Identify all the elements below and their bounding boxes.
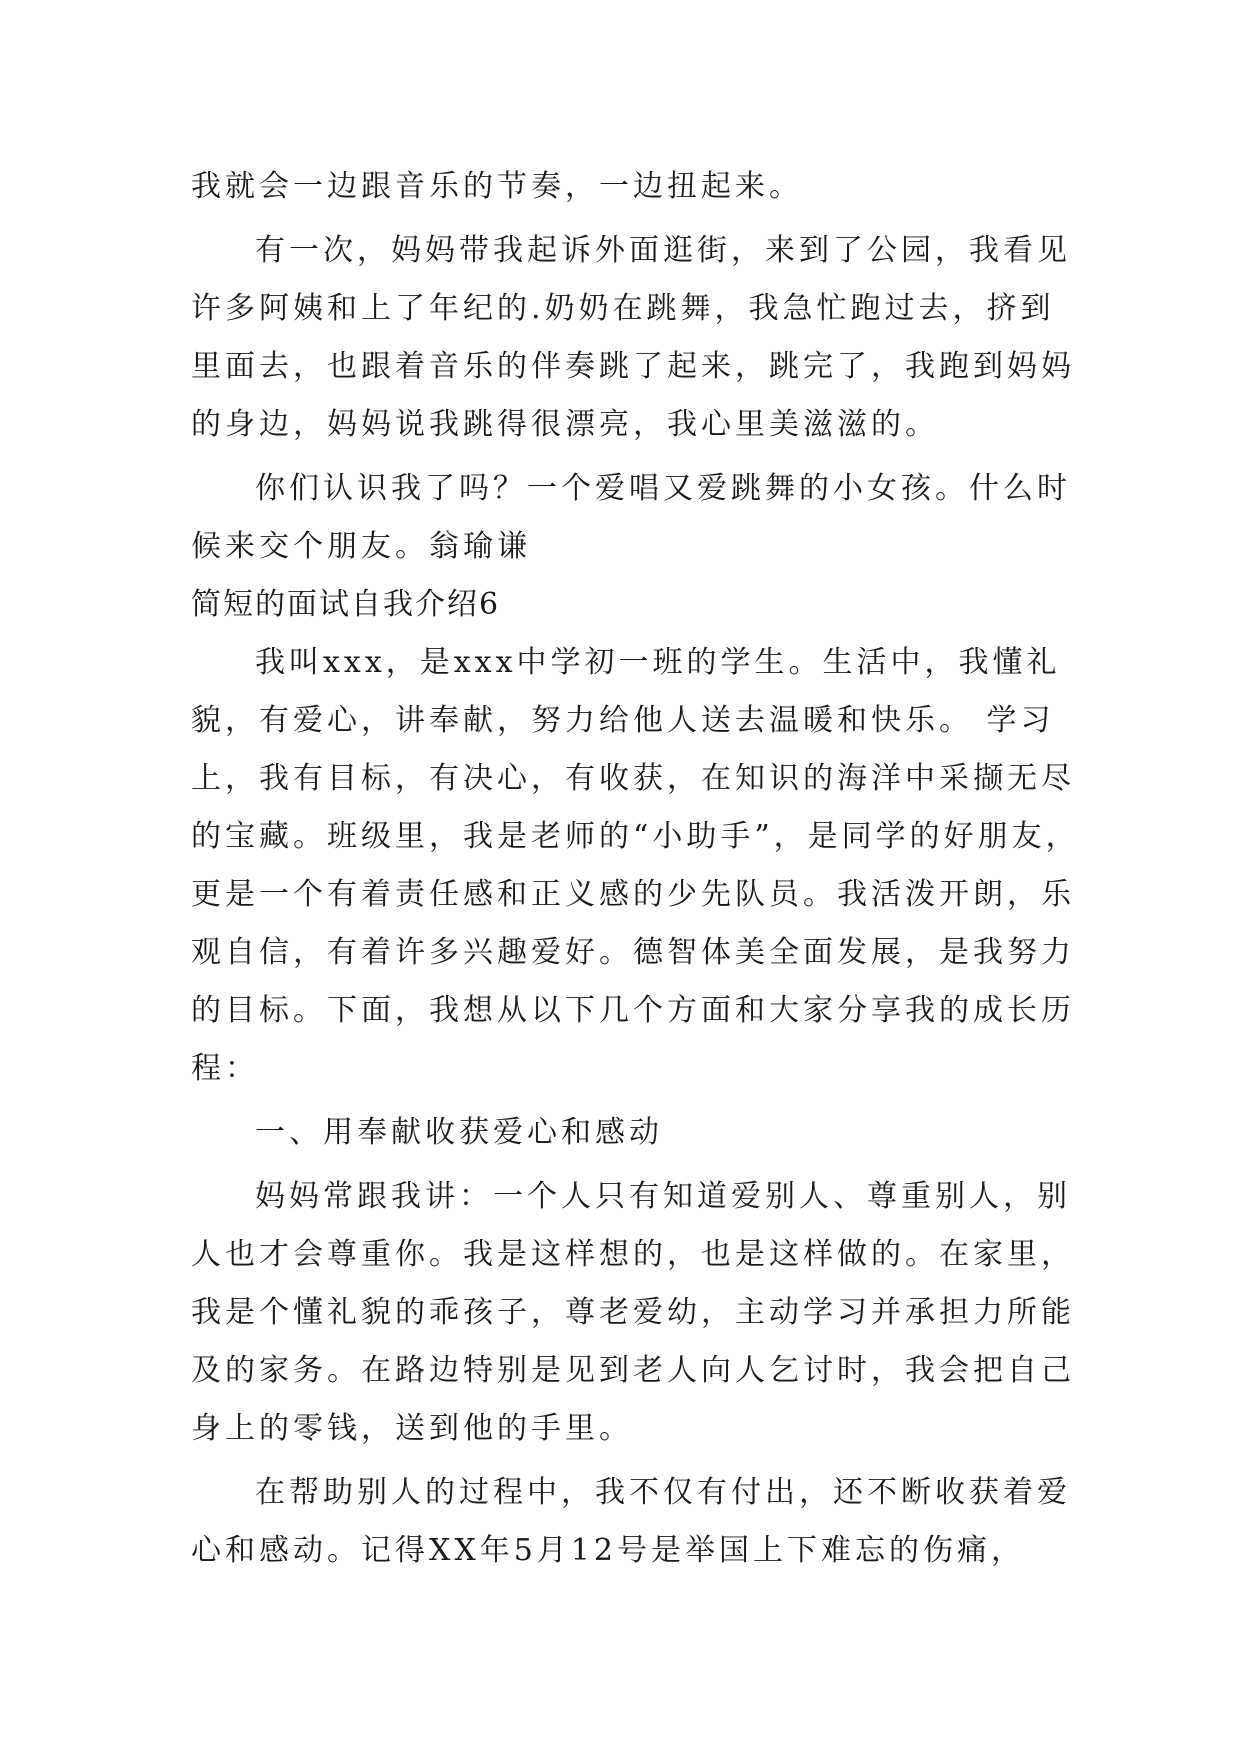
text-line: 的身边，妈妈说我跳得很漂亮，我心里美滋滋的。	[191, 407, 939, 442]
text-line: 身上的零钱，送到他的手里。	[191, 1411, 633, 1446]
subsection-heading: 一、用奉献收获爱心和感动	[255, 1115, 663, 1150]
paragraph-first-line: 我叫xxx，是xxx中学初一班的学生。生活中，我懂礼	[255, 645, 1061, 680]
text-line: 及的家务。在路边特别是见到老人向人乞讨时，我会把自己	[191, 1353, 1075, 1388]
text-line: 心和感动。记得XX年5月12号是举国上下难忘的伤痛，	[191, 1533, 1025, 1568]
text-line: 许多阿姨和上了年纪的.奶奶在跳舞，我急忙跑过去，挤到	[191, 291, 1055, 326]
paragraph-first-line: 妈妈常跟我讲：一个人只有知道爱别人、尊重别人，别	[255, 1179, 1071, 1214]
paragraph-first-line: 你们认识我了吗？一个爱唱又爱跳舞的小女孩。什么时	[255, 471, 1071, 506]
text-line: 的宝藏。班级里，我是老师的“小助手”，是同学的好朋友，	[191, 819, 1080, 854]
text-line: 观自信，有着许多兴趣爱好。德智体美全面发展，是我努力	[191, 935, 1075, 970]
text-line: 更是一个有着责任感和正义感的少先队员。我活泼开朗，乐	[191, 877, 1075, 912]
text-line: 候来交个朋友。翁瑜谦	[191, 529, 531, 564]
text-line: 我是个懂礼貌的乖孩子，尊老爱幼，主动学习并承担力所能	[191, 1295, 1075, 1330]
paragraph-first-line: 在帮助别人的过程中，我不仅有付出，还不断收获着爱	[255, 1475, 1071, 1510]
paragraph-first-line: 有一次，妈妈带我起诉外面逛街，来到了公园，我看见	[255, 233, 1071, 268]
text-line: 人也才会尊重你。我是这样想的，也是这样做的。在家里，	[191, 1237, 1075, 1272]
text-line: 程：	[191, 1051, 259, 1086]
text-line: 上，我有目标，有决心，有收获，在知识的海洋中采撷无尽	[191, 761, 1075, 796]
text-line: 我就会一边跟音乐的节奏，一边扭起来。	[191, 169, 803, 204]
text-line: 的目标。下面，我想从以下几个方面和大家分享我的成长历	[191, 993, 1075, 1028]
section-heading: 简短的面试自我介绍6	[191, 587, 501, 622]
text-line: 貌，有爱心，讲奉献，努力给他人送去温暖和快乐。 学习	[191, 703, 1055, 738]
text-line: 里面去，也跟着音乐的伴奏跳了起来，跳完了，我跑到妈妈	[191, 349, 1075, 384]
document-body	[191, 158, 1080, 1580]
